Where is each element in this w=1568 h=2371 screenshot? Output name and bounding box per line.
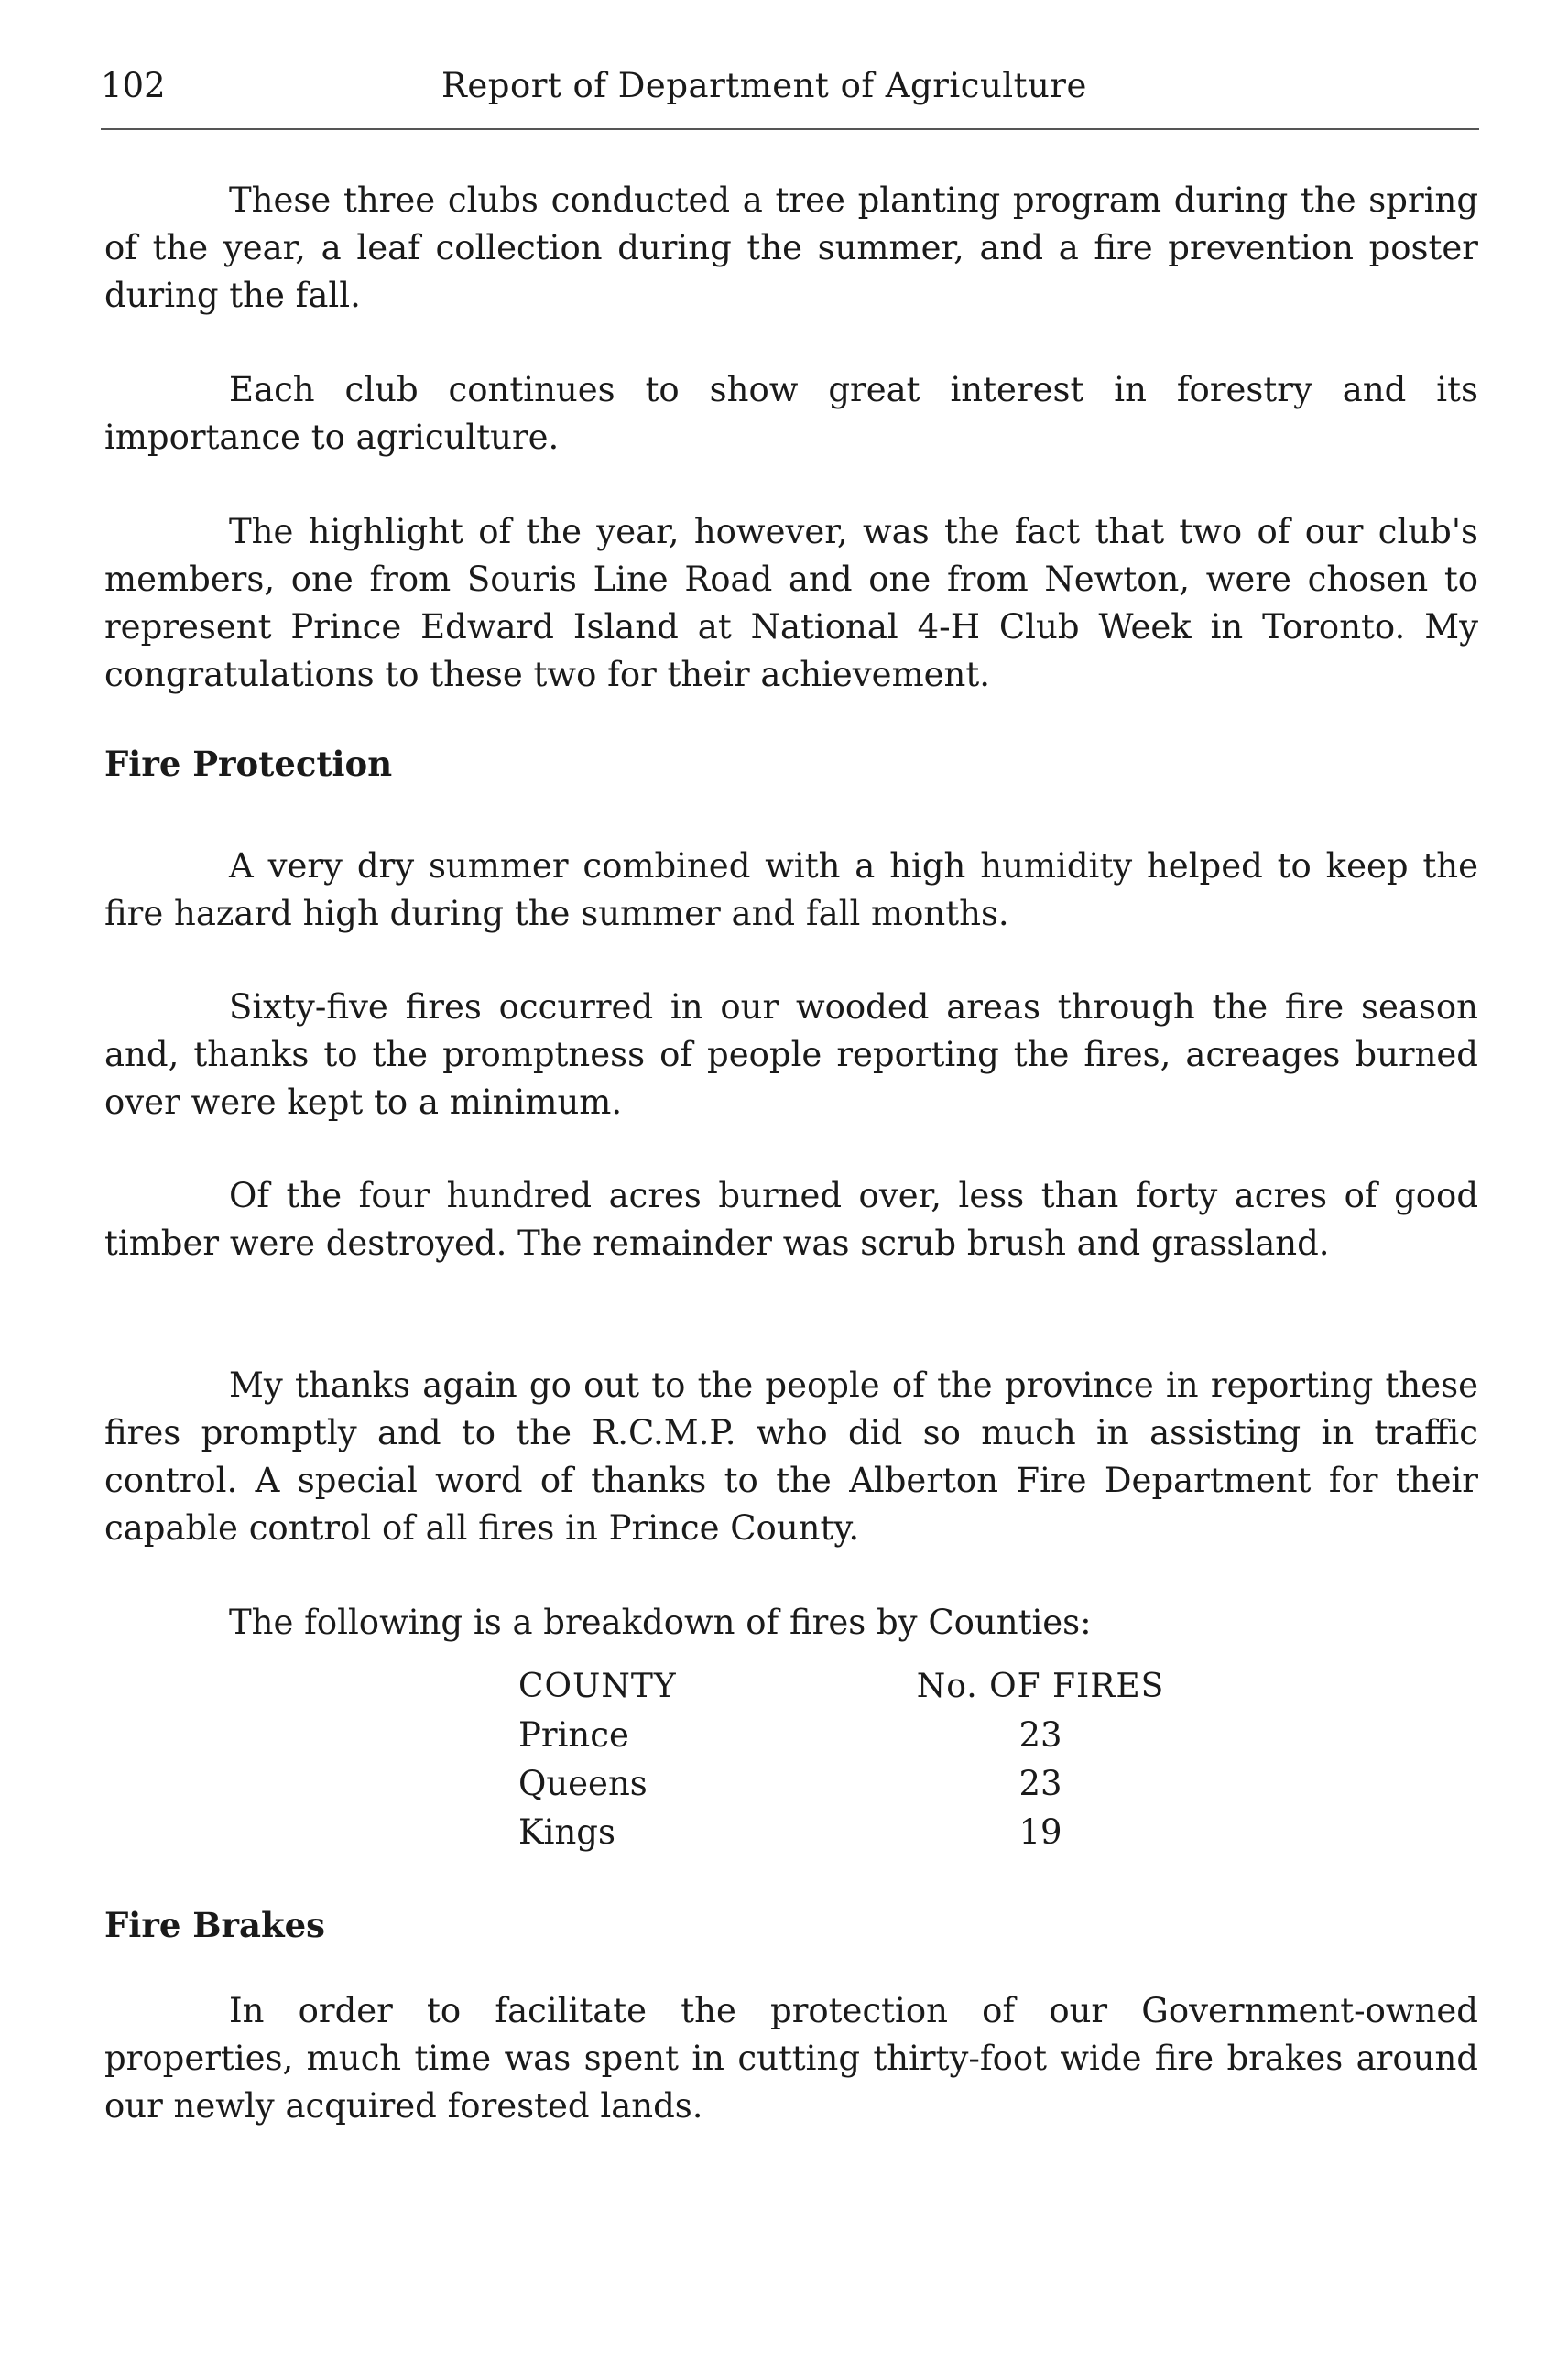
paragraph-fire-brakes: In order to facilitate the protection of our Government-owned properties, much time was spent in cutting thirty-foot wide fire brakes around our newly acquired forested lands.	[104, 1991, 1478, 2126]
page-number: 102	[101, 66, 166, 105]
running-title: Report of Department of Agriculture	[441, 66, 1087, 105]
table-row	[518, 1711, 1187, 1759]
column-header-fires: No. OF FIRES	[916, 1668, 1165, 1705]
section-heading-fire-brakes: Fire Brakes	[104, 1905, 325, 1945]
table-row	[518, 1759, 1187, 1808]
section-heading-fire-protection: Fire Protection	[104, 744, 393, 784]
paragraph-acres-burned: Of the four hundred acres burned over, less than forty acres of good timber were destroyed. The remainder was scrub brush and grassland.	[104, 1176, 1478, 1263]
page-header	[101, 66, 1479, 117]
paragraph-highlight: The highlight of the year, however, was the fact that two of our club's members, one from Souris Line Road and one from Newton, were chosen to represent Prince Edward Island at National 4-H Club Week in Toronto. My congratulations to these two for their achievement.	[104, 512, 1478, 694]
paragraph-sixty-five-fires: Sixty-five fires occurred in our wooded areas through the fire season and, thanks to the promptness of people reporting the fires, acreages burned over were kept to a minimum.	[104, 987, 1478, 1122]
column-header-county: COUNTY	[518, 1668, 677, 1705]
table-header-row	[518, 1662, 1187, 1711]
paragraph-club-interest: Each club continues to show great interest in forestry and its importance to agriculture.	[104, 370, 1478, 457]
table-row	[518, 1808, 1187, 1856]
header-rule	[101, 128, 1479, 130]
county-cell: Kings	[518, 1812, 615, 1852]
fires-cell: 19	[1018, 1812, 1062, 1852]
county-cell: Queens	[518, 1764, 648, 1803]
county-cell: Prince	[518, 1715, 629, 1755]
paragraph-dry-summer: A very dry summer combined with a high humidity helped to keep the fire hazard high during the summer and fall months.	[104, 846, 1478, 933]
paragraph-tree-planting: These three clubs conducted a tree planting program during the spring of the year, a leaf collection during the summer, and a fire prevention poster during the fall.	[104, 180, 1478, 315]
table-intro: The following is a breakdown of fires by Counties:	[229, 1603, 1092, 1642]
fires-by-county-table	[518, 1662, 1187, 1856]
fires-cell: 23	[1018, 1715, 1062, 1755]
fires-cell: 23	[1018, 1764, 1062, 1803]
paragraph-thanks: My thanks again go out to the people of the province in reporting these fires promptly and to the R.C.M.P. who did so much in assisting in traffic control. A special word of thanks to the Alberton Fire Department for their capable control of all fires in Prince County.	[104, 1365, 1478, 1548]
